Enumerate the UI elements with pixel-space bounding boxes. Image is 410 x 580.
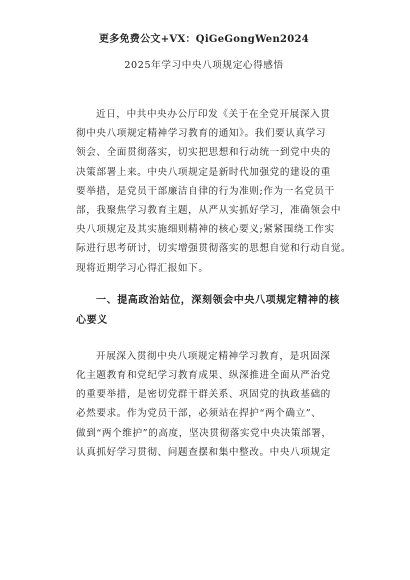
intro-paragraph [76,105,352,278]
text-line: 部，我聚焦学习教育主题，从严从实抓好学习，准确领会中 [76,205,342,217]
text-line: 的重要举措，是密切党群干群关系、巩固党的执政基础的 [76,389,331,401]
text-line: 必然要求。作为党员干部，必须站在捍护“两个确立”、 [76,408,322,420]
text-line: 化主题教育和党纪学习教育成果、纵深推进全面从严治党 [76,370,331,382]
text-line: 决策部署上来。中央八项规定是新时代加强党的建设的重 [76,166,331,178]
text-line: 认真抓好学习贯彻、问题查摆和集中整改。中央八项规定 [76,446,331,458]
section-heading [76,291,340,331]
document-title: 2025年学习中央八项规定心得感悟 [124,60,284,71]
text-line: 彻中央八项规定精神学习教育的通知》。我们要认真学习 [76,128,327,140]
heading-line: 一、提高政治站位，深刻领会中央八项规定精神的核 [96,294,340,306]
text-line: 做到“两个维护”的高度，坚决贯彻落实党中央决策部署， [76,427,332,439]
watermark-header: 更多免费公文+VX：QiGeGongWen2024 [98,34,310,45]
text-line: 际进行思考研讨，切实增强贯彻落实的思想自觉和行动自觉。 [76,243,352,255]
text-line: 开展深入贯彻中央八项规定精神学习教育，是巩固深 [96,350,331,362]
text-line: 现将近期学习心得汇报如下。 [76,262,209,274]
text-line: 近日，中共中央办公厅印发《关于在全党开展深入贯 [96,109,331,120]
text-line: 央八项规定及其实施细则精神的核心要义;紧紧围绕工作实 [76,224,335,236]
text-line: 要举措，是党员干部廉洁自律的行为准则;作为一名党员干 [76,185,335,197]
text-line: 领会、全面贯彻落实，切实把思想和行动统一到党中央的 [76,147,331,159]
section-paragraph [76,347,332,462]
heading-line: 心要义 [76,314,108,326]
